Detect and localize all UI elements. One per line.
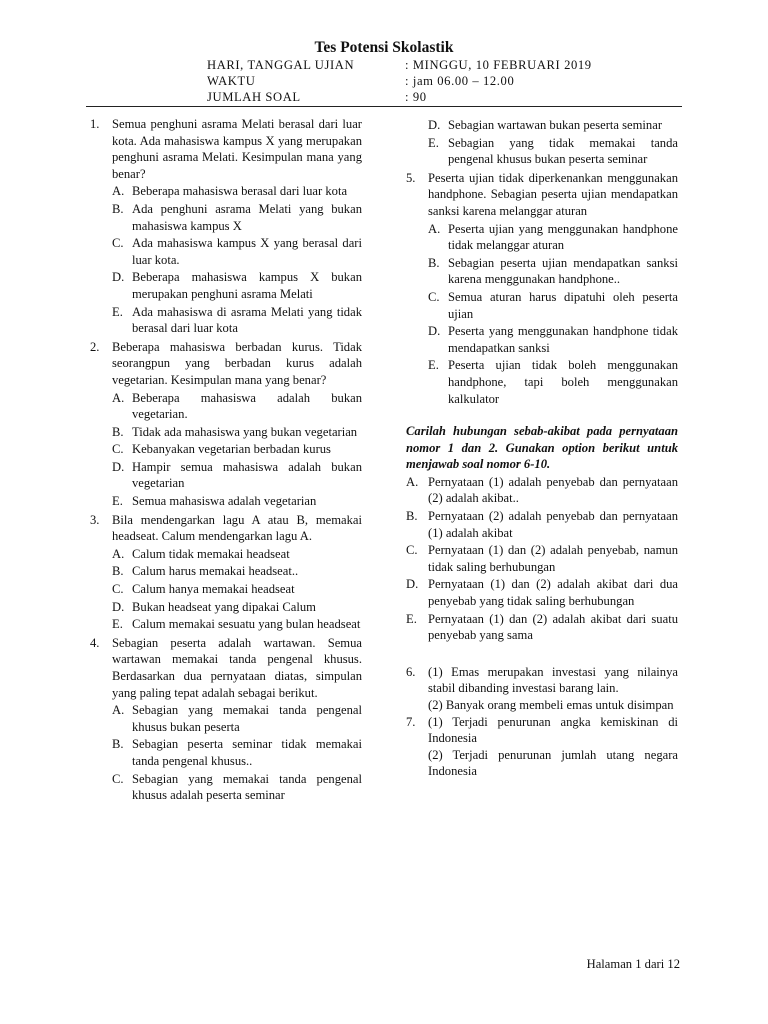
option-letter: C. <box>406 543 418 558</box>
option-letter: E. <box>112 304 123 319</box>
option-e <box>428 357 678 407</box>
relation-option-b <box>406 508 678 541</box>
option-b <box>428 255 678 288</box>
info-value: : MINGGU, 10 FEBRUARI 2019 <box>405 58 592 72</box>
page-title: Tes Potensi Skolastik <box>314 39 454 56</box>
question-4-continued <box>406 116 678 168</box>
option-d <box>428 117 678 134</box>
option-text: Ada penghuni asrama Melati yang bukan mahasiswa kampus X <box>132 201 362 233</box>
option-letter: D. <box>112 599 125 614</box>
option-text: Beberapa mahasiswa kampus X bukan merupakan penghuni asrama Melati <box>132 270 362 301</box>
option-text: Calum harus memakai headseat.. <box>132 564 299 579</box>
question-2 <box>90 339 362 510</box>
option-d <box>428 323 678 356</box>
option-letter: A. <box>112 703 125 718</box>
question-number: 7. <box>406 714 416 729</box>
section-instruction: Carilah hubungan sebab-akibat pada pernyataan nomor 1 dan 2. Gunakan option berikut untuk menjawab soal nomor 6-10. <box>406 424 678 472</box>
option-text: Sebagian wartawan bukan peserta seminar <box>448 118 663 132</box>
question-number: 2. <box>90 339 100 354</box>
info-row-time <box>207 73 627 89</box>
option-b <box>112 201 362 234</box>
option-a <box>112 390 362 423</box>
option-b <box>112 424 362 441</box>
option-b <box>112 736 362 769</box>
option-a <box>112 702 362 735</box>
question-3 <box>90 512 362 633</box>
option-text: Pernyataan (1) dan (2) adalah penyebab, namun tidak saling berhubungan <box>428 543 678 574</box>
option-text: Kebanyakan vegetarian berbadan kurus <box>132 442 331 457</box>
option-text: Sebagian yang memakai tanda pengenal khusus adalah peserta seminar <box>132 771 362 803</box>
option-c <box>112 235 362 268</box>
option-e <box>112 616 362 633</box>
statement-1: (1) Emas merupakan investasi yang nilainya stabil dibanding investasi barang lain. <box>428 664 678 696</box>
option-text: Sebagian yang tidak memakai tanda pengenal khusus bukan peserta seminar <box>448 135 678 167</box>
option-text: Ada mahasiswa di asrama Melati yang tidak berasal dari luar kota <box>132 304 362 336</box>
option-text: Sebagian yang memakai tanda pengenal khusus bukan peserta <box>132 703 362 734</box>
option-text: Pernyataan (2) adalah penyebab dan pernyataan (1) adalah akibat <box>428 509 678 540</box>
option-letter: B. <box>112 737 124 752</box>
option-text: Beberapa mahasiswa adalah bukan vegetarian. <box>132 390 362 422</box>
option-letter: A. <box>428 221 441 236</box>
option-text: Tidak ada mahasiswa yang bukan vegetarian <box>132 424 358 439</box>
question-number: 1. <box>90 117 100 131</box>
right-column <box>406 116 678 780</box>
info-label: WAKTU <box>207 74 256 88</box>
option-letter: C. <box>112 236 124 251</box>
option-letter: E. <box>112 494 123 509</box>
option-letter: B. <box>406 509 418 524</box>
option-letter: E. <box>428 135 439 150</box>
option-letter: D. <box>406 577 419 592</box>
option-e <box>112 304 362 337</box>
option-c <box>112 441 362 458</box>
option-text: Peserta ujian yang menggunakan handphone tidak melanggar aturan <box>448 221 678 253</box>
question-stem: Beberapa mahasiswa berbadan kurus. Tidak seorangpun yang berbadan kurus adalah vegetarian. Kesimpulan mana yang benar? <box>112 339 362 387</box>
info-label: JUMLAH SOAL <box>207 90 301 104</box>
page-number: Halaman 1 dari 12 <box>586 957 680 971</box>
option-letter: C. <box>112 771 124 786</box>
option-e <box>428 135 678 168</box>
option-text: Bukan headseat yang dipakai Calum <box>132 599 316 614</box>
option-c <box>112 771 362 804</box>
header-divider <box>86 106 682 107</box>
option-text: Pernyataan (1) dan (2) adalah akibat dari dua penyebab yang tidak saling berhubungan <box>428 577 678 609</box>
option-letter: B. <box>112 424 124 439</box>
question-5 <box>406 170 678 407</box>
question-stem: Semua penghuni asrama Melati berasal dari luar kota. Ada mahasiswa kampus X yang merupakan penghuni asrama Melati. Kesimpulan mana yang benar? <box>112 117 362 181</box>
option-a <box>112 546 362 563</box>
option-text: Sebagian peserta ujian mendapatkan sanksi karena menggunakan handphone.. <box>448 255 678 287</box>
statement-2: (2) Banyak orang membeli emas untuk disimpan <box>428 698 674 712</box>
question-number: 6. <box>406 664 416 679</box>
option-e <box>112 493 362 510</box>
question-1 <box>90 116 362 337</box>
option-letter: E. <box>112 617 123 632</box>
option-letter: E. <box>428 358 439 373</box>
option-letter: B. <box>428 255 440 270</box>
option-letter: D. <box>428 324 441 339</box>
info-row-count <box>207 89 627 105</box>
info-label: HARI, TANGGAL UJIAN <box>207 58 355 72</box>
left-column <box>90 116 362 804</box>
option-d <box>112 599 362 616</box>
option-letter: A. <box>112 390 125 405</box>
option-text: Pernyataan (1) dan (2) adalah akibat dari suatu penyebab yang sama <box>428 611 678 643</box>
option-letter: A. <box>112 546 125 561</box>
question-7 <box>406 714 678 780</box>
option-letter: A. <box>112 184 125 199</box>
relation-option-d <box>406 576 678 609</box>
question-number: 4. <box>90 635 100 650</box>
question-stem: Peserta ujian tidak diperkenankan menggunakan handphone. Sebagian peserta ujian mendapatkan sanksi karena melanggar aturan <box>428 170 678 218</box>
option-text: Semua mahasiswa adalah vegetarian <box>132 494 317 509</box>
option-d <box>112 269 362 302</box>
option-letter: B. <box>112 564 124 579</box>
option-text: Peserta ujian tidak boleh menggunakan handphone, tapi boleh menggunakan kalkulator <box>448 358 678 406</box>
option-text: Hampir semua mahasiswa adalah bukan vegetarian <box>132 459 362 491</box>
option-c <box>112 581 362 598</box>
statement-2: (2) Terjadi penurunan jumlah utang negara Indonesia <box>428 747 678 779</box>
info-row-date <box>207 57 627 73</box>
option-c <box>428 289 678 322</box>
option-text: Ada mahasiswa kampus X yang berasal dari luar kota. <box>132 236 362 267</box>
option-letter: A. <box>406 474 419 489</box>
statement-1: (1) Terjadi penurunan angka kemiskinan di Indonesia <box>428 714 678 746</box>
info-value: : 90 <box>405 90 427 104</box>
question-number: 5. <box>406 170 416 185</box>
option-letter: D. <box>112 270 125 285</box>
option-text: Peserta yang menggunakan handphone tidak mendapatkan sanksi <box>448 324 678 355</box>
option-text: Pernyataan (1) adalah penyebab dan pernyataan (2) adalah akibat.. <box>428 474 678 506</box>
option-text: Calum hanya memakai headseat <box>132 582 295 597</box>
option-a <box>428 221 678 254</box>
relation-option-e <box>406 611 678 644</box>
option-text: Beberapa mahasiswa berasal dari luar kota <box>132 184 348 199</box>
option-letter: D. <box>112 459 125 474</box>
relation-option-a <box>406 474 678 507</box>
question-6 <box>406 664 678 714</box>
question-stem: Sebagian peserta adalah wartawan. Semua wartawan memakai tanda pengenal khusus. Berdasarkan dua pernyataan diatas, simpulan yang paling tepat adalah sebagai berikut. <box>112 635 362 700</box>
option-letter: C. <box>428 289 440 304</box>
option-letter: E. <box>406 611 417 626</box>
relation-option-c <box>406 542 678 575</box>
option-a <box>112 183 362 200</box>
option-letter: B. <box>112 201 124 216</box>
option-text: Calum memakai sesuatu yang bulan headseat <box>132 617 361 632</box>
option-text: Semua aturan harus dipatuhi oleh peserta ujian <box>448 289 678 321</box>
option-text: Calum tidak memakai headseat <box>132 546 290 561</box>
option-letter: D. <box>428 118 441 132</box>
option-text: Sebagian peserta seminar tidak memakai tanda pengenal khusus.. <box>132 737 362 768</box>
exam-info <box>207 57 627 105</box>
relation-options <box>406 474 678 644</box>
question-stem: Bila mendengarkan lagu A atau B, memakai headseat. Calum mendengarkan lagu A. <box>112 512 362 544</box>
option-letter: C. <box>112 442 124 457</box>
question-number: 3. <box>90 512 100 527</box>
question-4 <box>90 635 362 804</box>
option-b <box>112 563 362 580</box>
option-letter: C. <box>112 582 124 597</box>
option-d <box>112 459 362 492</box>
info-value: : jam 06.00 – 12.00 <box>405 74 515 88</box>
